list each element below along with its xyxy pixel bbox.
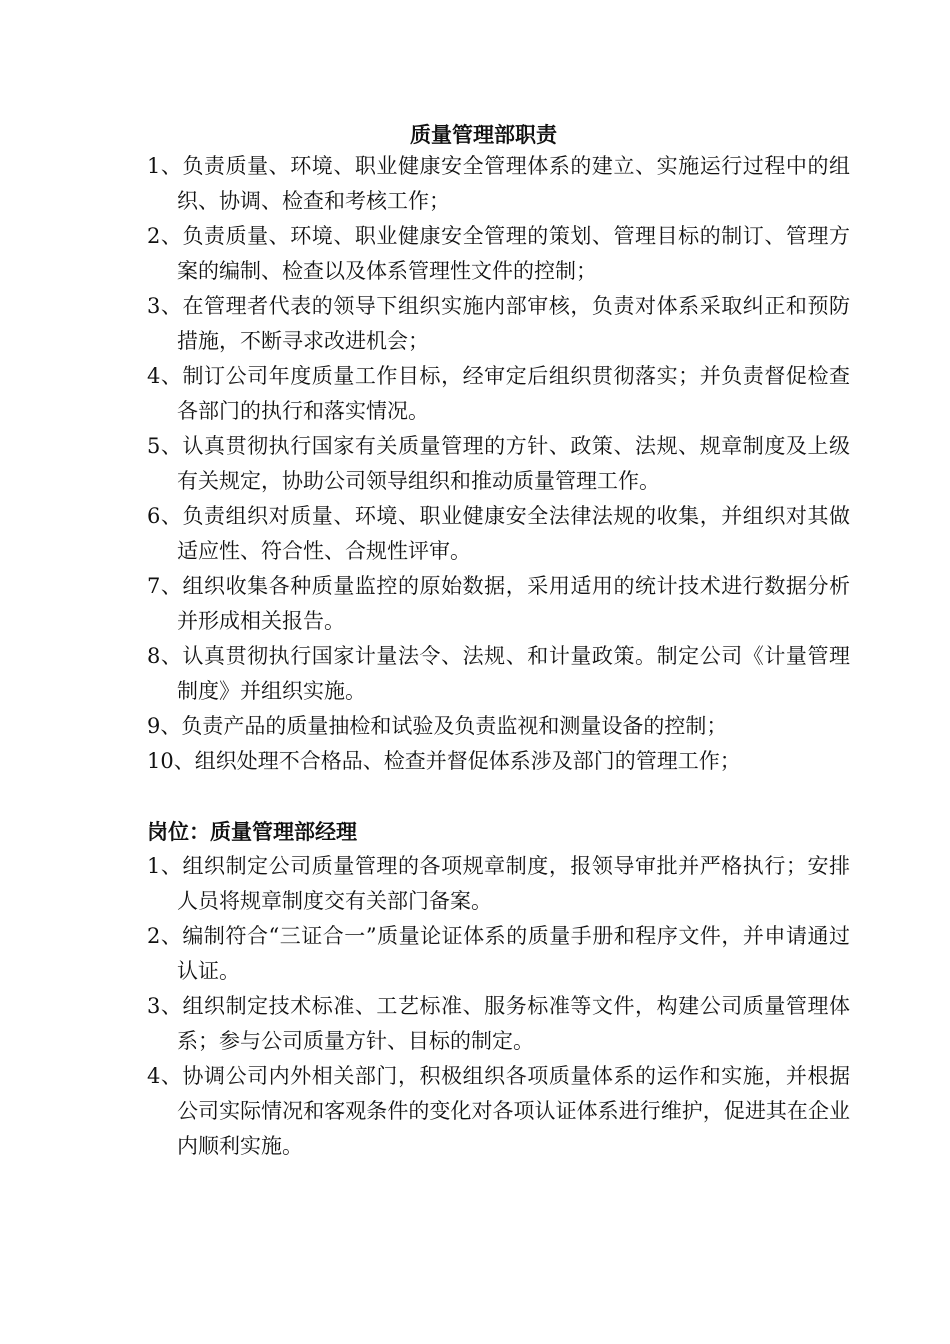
duty-item: 2、负责质量、环境、职业健康安全管理的策划、管理目标的制订、管理方案的编制、检查以及体系管理性文件的控制；	[147, 224, 850, 283]
position-duty-item: 2、编制符合“三证合一”质量论证体系的质量手册和程序文件，并申请通过认证。	[147, 924, 850, 983]
position-duties-list	[147, 849, 850, 1164]
duty-item: 3、在管理者代表的领导下组织实施内部审核，负责对体系采取纠正和预防措施，不断寻求改进机会；	[147, 294, 850, 353]
duty-item: 8、认真贯彻执行国家计量法令、法规、和计量政策。制定公司《计量管理制度》并组织实施。	[147, 644, 850, 703]
position-duty-item: 4、协调公司内外相关部门，积极组织各项质量体系的运作和实施，并根据公司实际情况和客观条件的变化对各项认证体系进行维护，促进其在企业内顺利实施。	[147, 1064, 850, 1158]
position-heading: 岗位：质量管理部经理	[147, 819, 357, 844]
duty-item: 5、认真贯彻执行国家有关质量管理的方针、政策、法规、规章制度及上级有关规定，协助公司领导组织和推动质量管理工作。	[147, 434, 850, 493]
duty-item: 9、负责产品的质量抽检和试验及负责监视和测量设备的控制；	[147, 714, 728, 738]
document-title: 质量管理部职责	[410, 122, 557, 147]
duty-item: 10、组织处理不合格品、检查并督促体系涉及部门的管理工作；	[147, 749, 741, 773]
duties-list	[147, 149, 850, 779]
duty-item: 7、组织收集各种质量监控的原始数据，采用适用的统计技术进行数据分析并形成相关报告。	[147, 574, 850, 633]
duty-item: 1、负责质量、环境、职业健康安全管理体系的建立、实施运行过程中的组织、协调、检查和考核工作；	[147, 154, 850, 213]
position-duty-item: 1、组织制定公司质量管理的各项规章制度，报领导审批并严格执行；安排人员将规章制度交有关部门备案。	[147, 854, 850, 913]
duty-item: 6、负责组织对质量、环境、职业健康安全法律法规的收集，并组织对其做适应性、符合性、合规性评审。	[147, 504, 850, 563]
duty-item: 4、制订公司年度质量工作目标，经审定后组织贯彻落实；并负责督促检查各部门的执行和落实情况。	[147, 364, 850, 423]
position-duty-item: 3、组织制定技术标准、工艺标准、服务标准等文件，构建公司质量管理体系；参与公司质量方针、目标的制定。	[147, 994, 850, 1053]
